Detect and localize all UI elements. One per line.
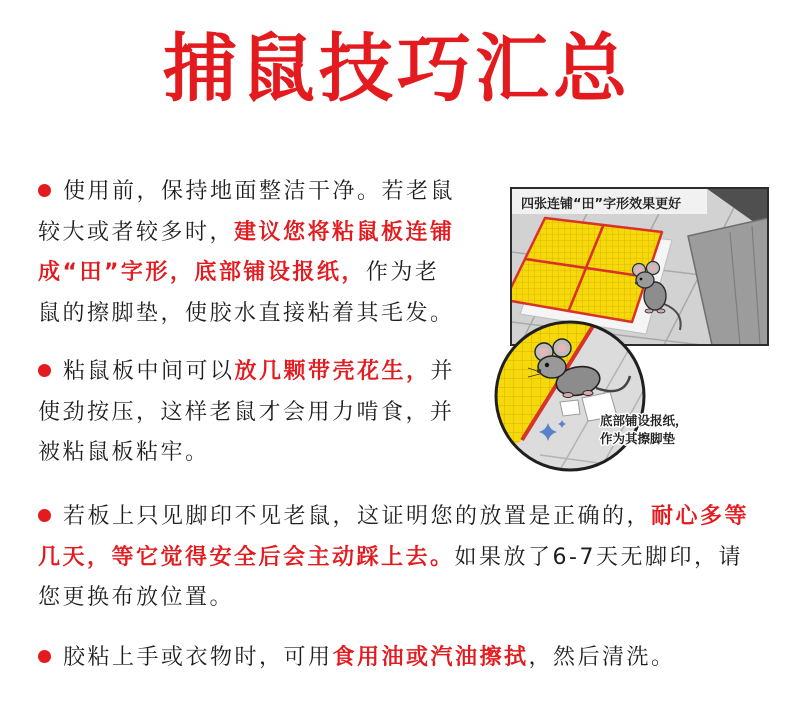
zoom-caption-line: 底部铺设报纸，	[600, 413, 688, 428]
tip-item	[38, 352, 455, 474]
tip-line	[38, 578, 749, 619]
bullet-dot	[38, 364, 51, 377]
bullet-dot	[38, 509, 51, 522]
tip-line	[38, 253, 455, 294]
tip-text: 使劲按压，这样老鼠才会用力啃食，并	[38, 399, 455, 425]
highlighted-text: 成“田”字形，底部铺设报纸，	[38, 260, 366, 285]
highlighted-text: 放几颗带壳花生，	[234, 359, 431, 384]
highlighted-text: 耐心多等	[651, 504, 750, 529]
tip-text: 您更换布放位置。	[38, 585, 235, 610]
tip-line	[38, 638, 676, 679]
tip-item	[38, 497, 749, 619]
zoom-caption-line: 作为其擦脚垫	[600, 431, 676, 446]
highlighted-text: 建议您将粘鼠板连铺	[234, 219, 455, 245]
tip-line	[38, 294, 455, 335]
tip-text: 鼠的擦脚垫，使胶水直接粘着其毛发。	[38, 300, 455, 326]
tip-text: 胶粘上手或衣物时，可用	[63, 645, 333, 670]
illustration-caption: 四张连铺“田”字形效果更好	[521, 197, 682, 212]
tip-line	[38, 213, 455, 254]
tip-line	[38, 538, 749, 579]
tip-text: 如果放了6-7天无脚印，请	[454, 544, 743, 570]
tip-text: ，然后清洗。	[528, 645, 676, 670]
tip-line	[38, 497, 749, 538]
tip-text: 若板上只见脚印不见老鼠，这证明您的放置是正确的，	[63, 504, 652, 529]
tip-line	[38, 433, 455, 474]
highlighted-text: 几天，等它觉得安全后会主动踩上去。	[38, 544, 455, 570]
tip-text: 较大或者较多时，	[38, 219, 235, 245]
bullet-dot	[38, 184, 51, 197]
illustration	[492, 185, 774, 477]
tip-line	[38, 172, 455, 213]
tip-text: 作为老	[365, 260, 440, 285]
tip-text: 被粘鼠板粘牢。	[38, 440, 210, 465]
tip-text: 粘鼠板中间可以	[63, 359, 235, 384]
tip-text: 并	[430, 359, 456, 384]
tip-text: 使用前，保持地面整洁干净。若老鼠	[63, 179, 456, 204]
page-title: 捕鼠技巧汇总	[163, 26, 631, 112]
tip-line	[38, 393, 455, 434]
tip-item	[38, 172, 455, 334]
bullet-dot	[38, 650, 51, 663]
tip-line	[38, 352, 455, 393]
highlighted-text: 食用油或汽油擦拭	[332, 645, 529, 670]
paper-scrap	[560, 400, 580, 416]
tip-item	[38, 638, 676, 679]
